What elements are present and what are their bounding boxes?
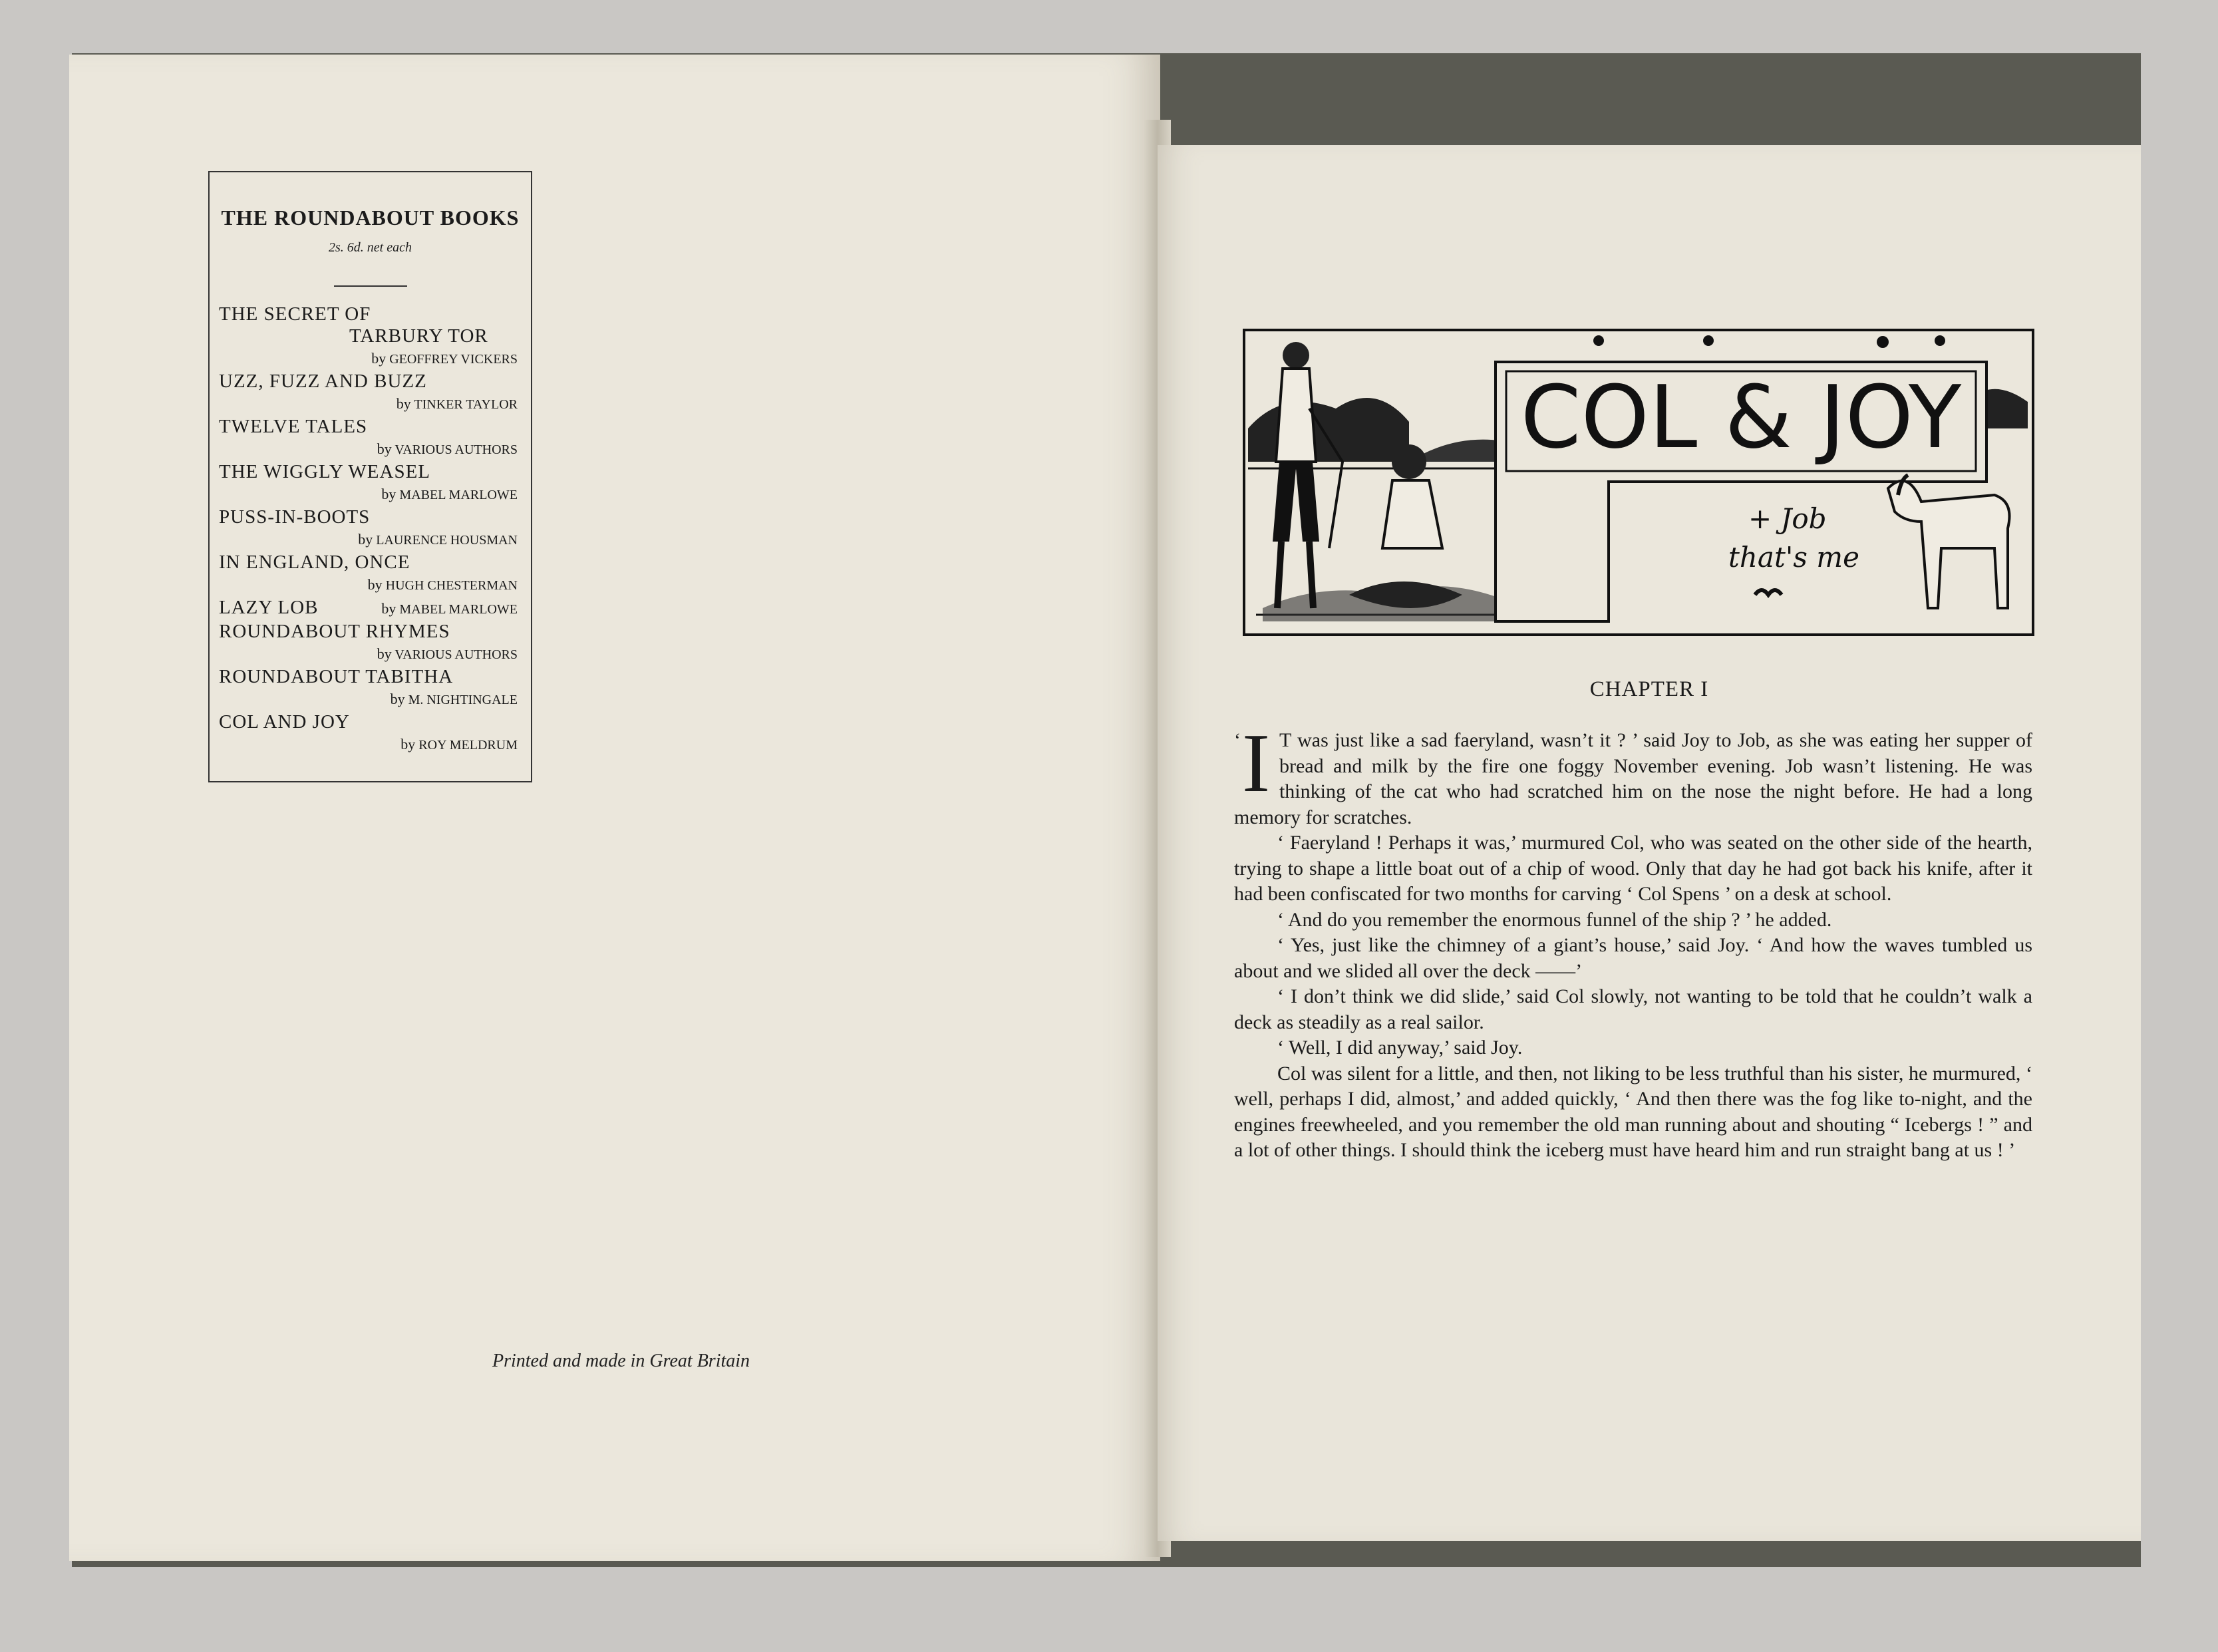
paragraph: ‘ Faeryland ! Perhaps it was,’ murmured Col, who was seated on the other side of the hearth, trying to shape a little boat out of a chip of wood. Only that day he had got back his knife, after it had been confiscated for two months for carving ‘ Col Spens ’ on a desk at school. [1234,832,2032,905]
opening-quote: ‘ [1234,729,1241,751]
ad-price: 2s. 6d. net each [329,240,412,255]
drop-cap: I [1242,717,1270,810]
paragraph: ‘ And do you remember the enormous funnel of the ship ? ’ he added. [1277,908,1832,931]
list-item [219,303,522,371]
paragraph: ‘ Well, I did anyway,’ said Joy. [1277,1037,1523,1059]
paragraph: ‘ I don’t think we did slide,’ said Col slowly, not wanting to be told that he couldn’t walk a deck as steadily as a real sailor. [1234,985,2032,1033]
book-author: by LAURENCE HOUSMAN [358,531,518,548]
book-title: TWELVE TALES [219,416,368,437]
book-author: by MABEL MARLOWE [381,486,518,502]
book-title: UZZ, FUZZ AND BUZZ [219,371,427,392]
book-author: by VARIOUS AUTHORS [377,645,518,662]
list-item [219,597,522,621]
chapter-text [1234,717,2032,1164]
book-title: COL AND JOY [219,711,350,733]
list-item [219,711,522,756]
handwritten-thats-me: that's me [1728,541,1859,574]
book-title: ROUNDABOUT RHYMES [219,621,450,642]
illustration-title: COL & JOY [1520,367,1962,468]
book-author: by M. NIGHTINGALE [390,691,518,707]
printed-note: Printed and made in Great Britain [492,1351,750,1371]
book-title: TARBURY TOR [349,325,488,347]
book-title: THE WIGGLY WEASEL [219,461,431,482]
paragraph: Col was silent for a little, and then, not liking to be less truthful than his sister, he murmured, ‘ well, perhaps I did, almost,’ and added quickly, ‘ And then there was the fog like to-night, and the engines freewheeled, and you remember the old man running about and shouting “ Icebergs ! ” and a lot of other things. I should think the iceberg must have heard him and run straight bang at us ! ’ [1234,1062,2032,1161]
ad-divider [334,285,407,287]
book-title: LAZY LOB [219,597,319,618]
chapter-heading: CHAPTER I [1589,677,1709,701]
paragraph: ‘ Yes, just like the chimney of a giant’s house,’ said Joy. ‘ And how the waves tumbled us about and we slided all over the deck ——’ [1234,934,2032,982]
list-item [219,506,522,552]
chapter-illustration [1243,329,2034,636]
list-item [219,552,522,597]
book-title: PUSS-IN-BOOTS [219,506,371,528]
paragraph: ‘ I T was just like a sad faeryland, wasn’t it ? ’ said Joy to Job, as she was eating her supper of bread and milk by the fire one foggy November evening. Job wasn’t listening. He was thinking of the cat who had scratched him on the nose the night before. He had a long memory for scratches. [1234,717,2032,828]
book-title: IN ENGLAND, ONCE [219,552,410,573]
book-author: by GEOFFREY VICKERS [371,350,518,367]
book-author: by ROY MELDRUM [400,736,518,752]
book-author: by TINKER TAYLOR [396,395,518,412]
book-author: by VARIOUS AUTHORS [377,440,518,457]
book-author: by HUGH CHESTERMAN [367,576,518,593]
list-item [219,666,522,711]
book-title: THE SECRET OF [219,303,371,325]
book-list [219,303,522,756]
handwritten-job: + Job [1748,502,1827,535]
list-item [219,461,522,506]
list-item [219,371,522,416]
roundabout-books-list [208,171,532,782]
book-title: ROUNDABOUT TABITHA [219,666,454,687]
ad-title: THE ROUNDABOUT BOOKS [221,206,520,230]
book-author: by MABEL MARLOWE [381,600,518,617]
list-item [219,416,522,461]
list-item [219,621,522,666]
